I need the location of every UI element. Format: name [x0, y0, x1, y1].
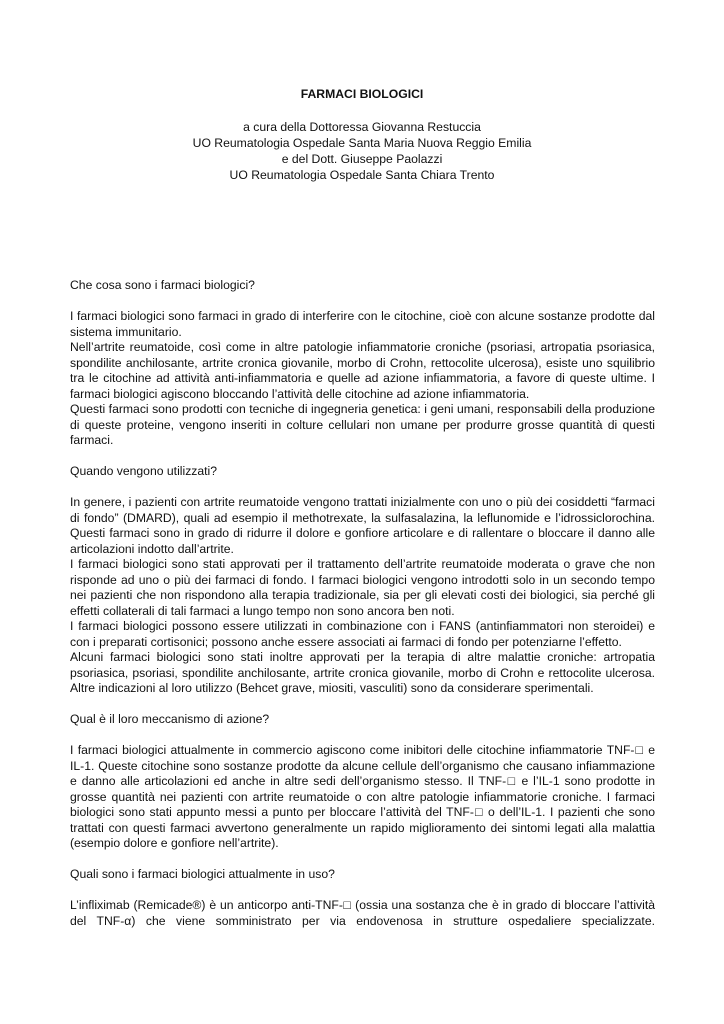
section-question: Quali sono i farmaci biologici attualmente in uso? [70, 867, 335, 881]
section-question: Quando vengono utilizzati? [70, 464, 218, 478]
paragraph: Alcuni farmaci biologici sono stati inoltre approvati per la terapia di altre malattie croniche: artropatia psoriasica, psoriasi, spondilite anchilosante, artrite cronica giovanile, morbo di Crohn e rettocolite ulcerosa. Altre indicazioni al loro utilizzo (Behcet grave, miositi, vasculiti) sono da considerare sperimentali. [70, 650, 655, 695]
paragraph: Questi farmaci sono prodotti con tecniche di ingegneria genetica: i geni umani, responsabili della produzione di queste proteine, vengono inseriti in colture cellulari non umane per produrre grosse quantità di questi farmaci. [70, 402, 655, 447]
affiliation-line: UO Reumatologia Ospedale Santa Maria Nuova Reggio Emilia [192, 136, 532, 150]
paragraph: Nell’artrite reumatoide, così come in altre patologie infiammatorie croniche (psoriasi, artropatia psoriasica, spondilite anchilosante, artrite cronica giovanile, morbo di Crohn, rettocolite ulcerosa), esiste uno squilibrio tra le citochine ad attività anti-infiammatoria e quelle ad azione infiammatoria, a favore di queste ultime. I farmaci biologici agiscono bloccando l’attività delle citochine ad azione infiammatoria. [70, 340, 655, 401]
paragraph: L’infliximab (Remicade®) è un anticorpo anti-TNF-□ (ossia una sostanza che è in grado di bloccare l’attività del TNF-α) che viene somministrato per via endovenosa in strutture ospedaliere specializzate. [70, 898, 655, 928]
coauthor-affiliation-line: UO Reumatologia Ospedale Santa Chiara Trento [229, 168, 495, 182]
section-question: Che cosa sono i farmaci biologici? [70, 278, 255, 292]
paragraph: I farmaci biologici attualmente in commercio agiscono come inibitori delle citochine infiammatorie TNF-□ e IL-1. Queste citochine sono sostanze prodotte da alcune cellule dell’organismo che causano infiammazione e danno alle articolazioni ed anche in altre sedi dell’organismo stesso. Il TNF-□ e l’IL-1 sono prodotte in grosse quantità nei pazienti con artrite reumatoide o con altre patologie infiammatorie croniche. I farmaci biologici sono stati appunto messi a punto per bloccare l’attività del TNF-□ o dell’IL-1. I pazienti che sono trattati con questi farmaci avvertono generalmente un rapido miglioramento dei sintomi legati alla malattia (esempio dolore e gonfiore nell’artrite). [70, 743, 655, 850]
coauthor-line: e del Dott. Giuseppe Paolazzi [281, 152, 443, 166]
paragraph: I farmaci biologici possono essere utilizzati in combinazione con i FANS (antinfiammatori non steroidei) e con i preparati cortisonici; possono anche essere associati ai farmaci di fondo per potenziarne l’effetto. [70, 619, 655, 649]
section-question: Qual è il loro meccanismo di azione? [70, 712, 270, 726]
paragraph: I farmaci biologici sono farmaci in grado di interferire con le citochine, cioè con alcune sostanze prodotte dal sistema immunitario. [70, 309, 655, 339]
paragraph: In genere, i pazienti con artrite reumatoide vengono trattati inizialmente con uno o più dei cosiddetti “farmaci di fondo” (DMARD), quali ad esempio il methotrexate, la sulfasalazina, la leflunomide e l’idrossiclorochina. Questi farmaci sono in grado di ridurre il dolore e gonfiore articolare e di rallentare o bloccare il danno alle articolazioni indotto dall’artrite. [70, 495, 655, 556]
document-header [0, 86, 724, 183]
document-title: FARMACI BIOLOGICI [300, 87, 424, 101]
document-body [70, 278, 655, 929]
author-line: a cura della Dottoressa Giovanna Restuccia [243, 120, 481, 134]
paragraph: I farmaci biologici sono stati approvati per il trattamento dell’artrite reumatoide moderata o grave che non risponde ad uno o più dei farmaci di fondo. I farmaci biologici vengono introdotti solo in un secondo tempo nei pazienti che non rispondono alla terapia tradizionale, sia per gli elevati costi dei biologici, sia perché gli effetti collaterali di tali farmaci a lungo tempo non sono ancora ben noti. [70, 557, 655, 618]
